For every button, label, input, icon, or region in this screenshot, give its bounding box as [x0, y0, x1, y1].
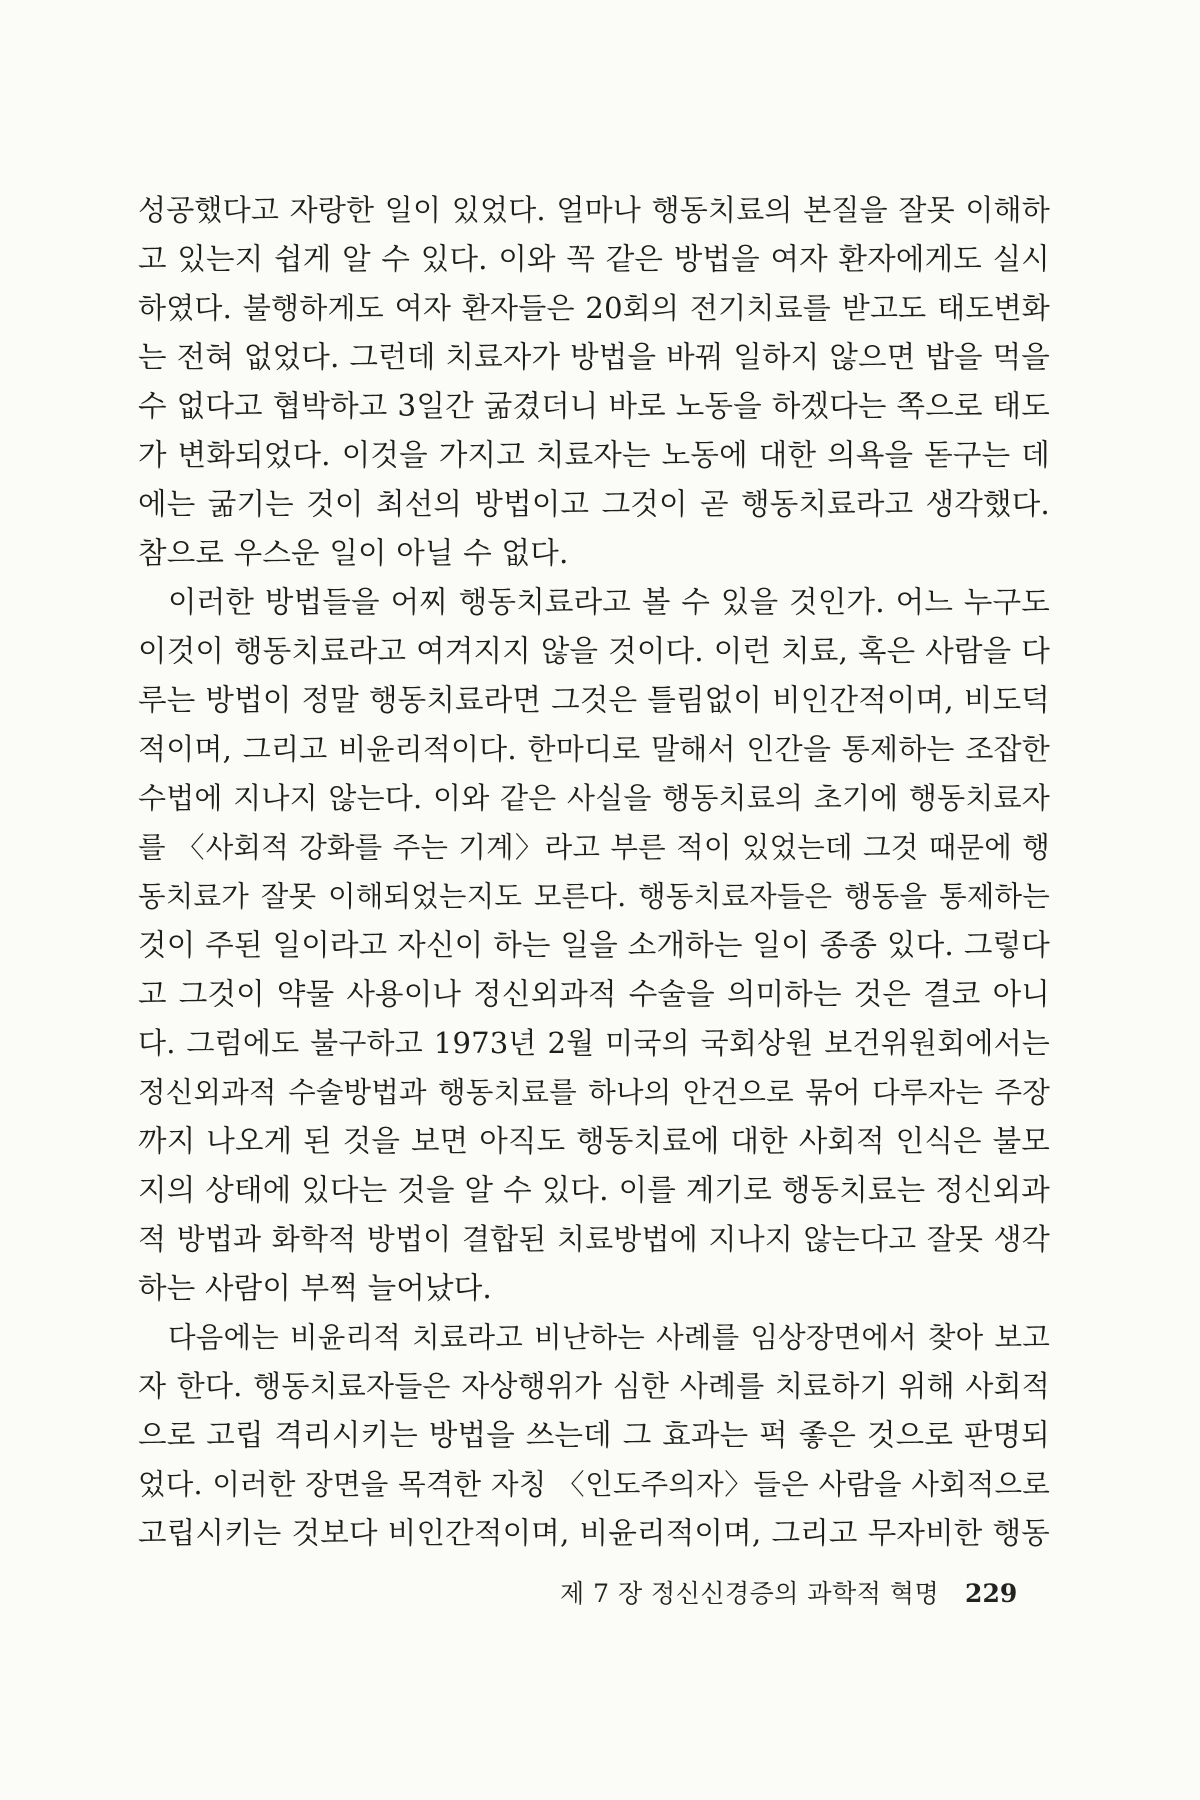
text-line: 었다. 이러한 장면을 목격한 자칭 〈인도주의자〉들은 사람을 사회적으로	[138, 1468, 1050, 1501]
text-line: 적 방법과 화학적 방법이 결합된 치료방법에 지나지 않는다고 잘못 생각	[138, 1222, 1050, 1256]
text-line: 다음에는 비윤리적 치료라고 비난하는 사례를 임상장면에서 찾아 보고	[168, 1321, 1050, 1354]
text-line: 루는 방법이 정말 행동치료라면 그것은 틀림없이 비인간적이며, 비도덕	[138, 683, 1050, 717]
text-line: 으로 고립 격리시키는 방법을 쓰는데 그 효과는 퍽 좋은 것으로 판명되	[138, 1418, 1050, 1452]
text-line: 것이 주된 일이라고 자신이 하는 일을 소개하는 일이 종종 있다. 그렇다	[138, 928, 1050, 962]
text-line: 지의 상태에 있다는 것을 알 수 있다. 이를 계기로 행동치료는 정신외과	[138, 1173, 1050, 1207]
text-line: 가 변화되었다. 이것을 가지고 치료자는 노동에 대한 의욕을 돋구는 데	[138, 438, 1050, 472]
text-line: 수 없다고 협박하고 3일간 굶겼더니 바로 노동을 하겠다는 쪽으로 태도	[138, 389, 1050, 423]
text-line: 이러한 방법들을 어찌 행동치료라고 볼 수 있을 것인가. 어느 누구도	[168, 585, 1050, 619]
running-footer-chapter-title: 제 7 장 정신신경증의 과학적 혁명	[560, 1579, 940, 1608]
page-number: 229	[965, 1579, 1018, 1608]
text-line: 를 〈사회적 강화를 주는 기계〉라고 부른 적이 있었는데 그것 때문에 행	[138, 831, 1050, 864]
text-line: 성공했다고 자랑한 일이 있었다. 얼마나 행동치료의 본질을 잘못 이해하	[138, 193, 1050, 227]
text-line: 정신외과적 수술방법과 행동치료를 하나의 안건으로 묶어 다루자는 주장	[138, 1076, 1050, 1109]
text-line: 까지 나오게 된 것을 보면 아직도 행동치료에 대한 사회적 인식은 불모	[138, 1124, 1050, 1158]
text-line: 수법에 지나지 않는다. 이와 같은 사실을 행동치료의 초기에 행동치료자	[138, 781, 1050, 815]
text-line: 하였다. 불행하게도 여자 환자들은 20회의 전기치료를 받고도 태도변화	[138, 291, 1050, 325]
text-line: 에는 굶기는 것이 최선의 방법이고 그것이 곧 행동치료라고 생각했다.	[138, 487, 1050, 521]
text-line: 적이며, 그리고 비윤리적이다. 한마디로 말해서 인간을 통제하는 조잡한	[138, 732, 1050, 766]
text-line: 고립시키는 것보다 비인간적이며, 비윤리적이며, 그리고 무자비한 행동	[138, 1516, 1050, 1550]
page-footer	[560, 1574, 1017, 1610]
body-text	[138, 186, 1050, 1558]
text-line: 이것이 행동치료라고 여겨지지 않을 것이다. 이런 치료, 혹은 사람을 다	[138, 634, 1050, 668]
text-line: 다. 그럼에도 불구하고 1973년 2월 미국의 국회상원 보건위원회에서는	[138, 1026, 1050, 1060]
text-line: 자 한다. 행동치료자들은 자상행위가 심한 사례를 치료하기 위해 사회적	[138, 1369, 1050, 1403]
text-line: 하는 사람이 부쩍 늘어났다.	[138, 1271, 492, 1305]
text-line: 고 그것이 약물 사용이나 정신외과적 수술을 의미하는 것은 결코 아니	[138, 977, 1050, 1011]
text-line: 는 전혀 없었다. 그런데 치료자가 방법을 바꿔 일하지 않으면 밥을 먹을	[138, 340, 1050, 374]
text-line: 참으로 우스운 일이 아닐 수 없다.	[138, 536, 569, 570]
text-line: 동치료가 잘못 이해되었는지도 모른다. 행동치료자들은 행동을 통제하는	[138, 880, 1050, 913]
text-line: 고 있는지 쉽게 알 수 있다. 이와 꼭 같은 방법을 여자 환자에게도 실시	[138, 242, 1050, 276]
